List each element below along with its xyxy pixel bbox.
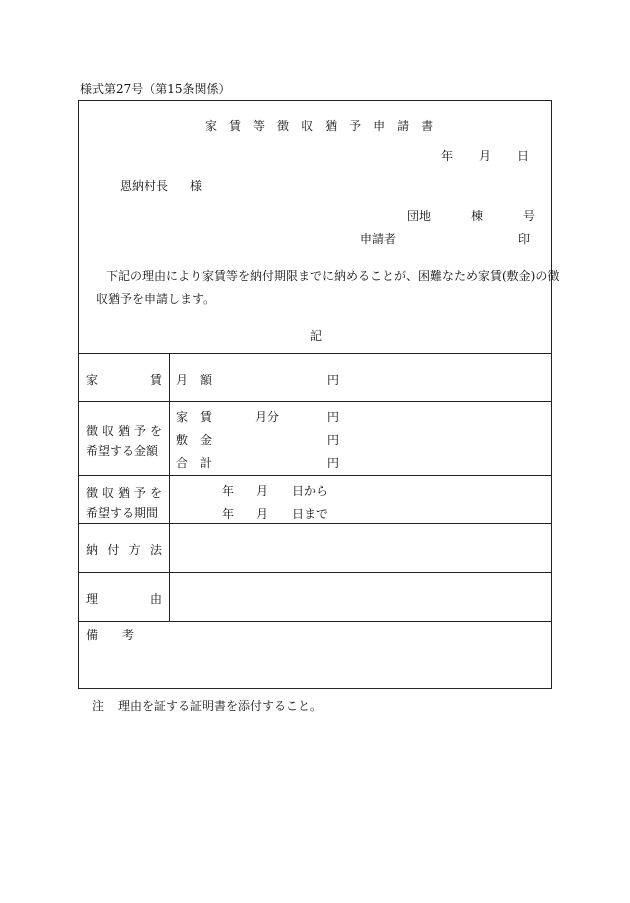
from-year: 年 xyxy=(222,484,235,498)
table-divider xyxy=(78,621,552,622)
to-day: 日まで xyxy=(292,507,329,521)
amount-rent-line xyxy=(176,408,356,425)
applicant-line xyxy=(360,230,530,247)
request-text-line1: 下記の理由により家賃等を納付期限までに納めることが、困難なため家賃(敷金)の徴 xyxy=(106,269,560,283)
remarks-label: 備 考 xyxy=(86,628,135,642)
table-divider xyxy=(78,523,552,524)
date-year: 年 xyxy=(441,149,454,163)
date-month: 月 xyxy=(479,149,492,163)
label-char: を xyxy=(149,424,162,438)
from-month: 月 xyxy=(256,484,269,498)
from-day: 日から xyxy=(292,484,329,498)
month-portion-unit: 月分 xyxy=(255,410,280,424)
title-char: 等 xyxy=(253,119,266,133)
applicant-label: 申請者 xyxy=(360,232,397,246)
title-char: 猶 xyxy=(325,119,338,133)
label-char: 方 xyxy=(128,543,141,557)
period-to xyxy=(222,505,328,522)
label-char: 予 xyxy=(133,486,146,500)
label-char: 徴 xyxy=(86,486,99,500)
yen-unit: 円 xyxy=(327,410,340,424)
table-divider xyxy=(78,475,552,476)
title-char: 徴 xyxy=(277,119,290,133)
label-char: 予 xyxy=(133,424,146,438)
label-char: 賃 xyxy=(149,373,162,387)
label-char: 法 xyxy=(149,543,162,557)
note-text: 理由を証する証明書を添付すること。 xyxy=(118,699,323,713)
amount-deposit-label: 敷 金 xyxy=(176,433,213,447)
date-day: 日 xyxy=(517,149,530,163)
request-text-line2: 収猶予を申請します。 xyxy=(96,292,216,306)
payment-method-field[interactable] xyxy=(171,525,549,570)
amount-total-line xyxy=(176,454,356,471)
period-label-line2: 希望する期間 xyxy=(86,506,159,520)
title-char: 予 xyxy=(349,119,362,133)
form-number: 様式第27号（第15条関係） xyxy=(80,82,231,96)
note-mark: 注 xyxy=(92,699,105,713)
form-title xyxy=(205,117,445,134)
remarks-field[interactable] xyxy=(80,645,550,687)
period-label xyxy=(86,483,162,523)
yen-unit: 円 xyxy=(327,456,340,470)
title-char: 申 xyxy=(373,119,386,133)
label-char: 付 xyxy=(107,543,120,557)
amount-total-label: 合 計 xyxy=(176,456,213,470)
label-char: 収 xyxy=(101,486,114,500)
table-divider xyxy=(78,353,552,354)
to-year: 年 xyxy=(222,507,235,521)
addressee-name: 恩納村長 xyxy=(120,179,169,193)
yen-unit: 円 xyxy=(327,433,340,447)
label-char: 収 xyxy=(101,424,114,438)
title-char: 家 xyxy=(205,119,218,133)
yen-unit: 円 xyxy=(327,373,340,387)
seal-mark: 印 xyxy=(518,232,531,246)
ki-heading: 記 xyxy=(310,329,323,343)
title-char: 収 xyxy=(301,119,314,133)
label-column-divider xyxy=(169,353,170,621)
application-date xyxy=(441,147,529,164)
addressee xyxy=(120,177,202,194)
label-char: 猶 xyxy=(117,424,130,438)
label-char: を xyxy=(149,486,162,500)
label-char: 家 xyxy=(86,373,99,387)
label-char: 納 xyxy=(86,543,99,557)
amount-rent-label: 家 賃 xyxy=(176,410,213,424)
table-divider xyxy=(78,572,552,573)
reason-field[interactable] xyxy=(171,574,549,619)
housing-address xyxy=(407,207,535,224)
title-char: 請 xyxy=(397,119,410,133)
rent-cell xyxy=(176,371,356,388)
footnote xyxy=(92,697,322,714)
label-char: 徴 xyxy=(86,424,99,438)
rent-label xyxy=(86,371,162,388)
amount-deposit-line xyxy=(176,431,356,448)
to-month: 月 xyxy=(256,507,269,521)
label-char: 理 xyxy=(86,592,99,606)
title-char: 賃 xyxy=(229,119,242,133)
housing-building: 棟 xyxy=(471,209,484,223)
table-divider xyxy=(78,401,552,402)
reason-label xyxy=(86,590,162,607)
amount-label-line2: 希望する金額 xyxy=(86,444,159,458)
monthly-amount-label: 月 額 xyxy=(176,373,213,387)
label-char: 由 xyxy=(149,592,162,606)
housing-number: 号 xyxy=(523,209,536,223)
title-char: 書 xyxy=(421,119,434,133)
housing-complex: 団地 xyxy=(407,209,432,223)
addressee-suffix: 様 xyxy=(190,179,203,193)
period-from xyxy=(222,482,328,499)
payment-method-label xyxy=(86,541,162,558)
label-char: 猶 xyxy=(117,486,130,500)
amount-label xyxy=(86,421,162,461)
